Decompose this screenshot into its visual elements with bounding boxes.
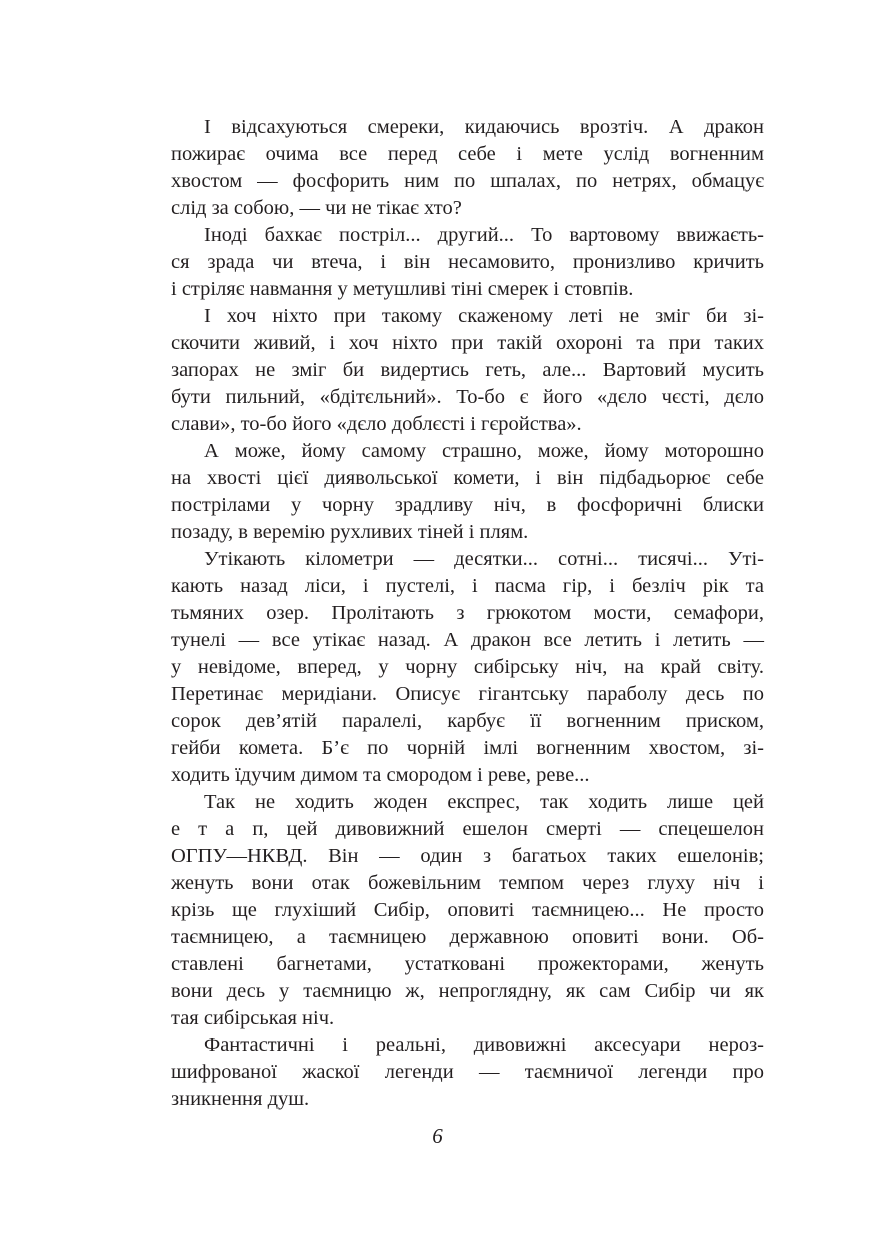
text-line: на хвості цієї диявольської комети, і він підбадьорює себе <box>171 467 764 489</box>
body-text <box>171 114 764 1113</box>
text-line: тунелі — все утікає назад. А дракон все летить і летить — <box>171 629 764 651</box>
text-line: бути пильний, «бдітєльний». То-бо є його «дєло чєсті, дєло <box>171 386 764 408</box>
text-line: шифрованої жаскої легенди — таємничої легенди про <box>171 1061 764 1083</box>
page-number: 6 <box>432 1124 443 1148</box>
text-line: ходить їдучим димом та смородом і реве, реве... <box>171 764 590 786</box>
text-line: А може, йому самому страшно, може, йому моторошно <box>204 440 764 462</box>
paragraph <box>171 1032 764 1113</box>
text-line: І відсахуються смереки, кидаючись врозтіч. А дракон <box>204 116 764 138</box>
text-line: Перетинає меридіани. Описує гігантську параболу десь по <box>171 683 764 705</box>
text-line: скочити живий, і хоч ніхто при такій охороні та при таких <box>171 332 764 354</box>
paragraph <box>171 303 764 438</box>
text-line: позаду, в веремію рухливих тіней і плям. <box>171 521 529 543</box>
text-line: слід за собою, — чи не тікає хто? <box>171 197 462 219</box>
paragraph <box>171 438 764 546</box>
paragraph <box>171 546 764 789</box>
text-line: ОГПУ—НКВД. Він — один з багатьох таких ешелонів; <box>171 845 764 867</box>
text-line: Утікають кілометри — десятки... сотні... тисячі... Уті- <box>204 548 764 570</box>
text-line: ставлені багнетами, устатковані прожекторами, женуть <box>171 953 764 975</box>
text-line: вони десь у таємницю ж, непроглядну, як сам Сибір чи як <box>171 980 764 1002</box>
text-line: зникнення душ. <box>171 1088 310 1110</box>
text-line: женуть вони отак божевільним темпом через глуху ніч і <box>171 872 764 894</box>
paragraph <box>171 222 764 303</box>
text-line: Фантастичні і реальні, дивовижні аксесуари нероз- <box>204 1034 764 1056</box>
text-line: хвостом — фосфорить ним по шпалах, по нетрях, обмацує <box>171 170 764 192</box>
text-line: ся зрада чи втеча, і він несамовито, пронизливо кричить <box>171 251 764 273</box>
text-line: запорах не зміг би видертись геть, але... Вартовий мусить <box>171 359 764 381</box>
text-line: І хоч ніхто при такому скаженому леті не зміг би зі- <box>204 305 764 327</box>
paragraph <box>171 114 764 222</box>
text-line: таємницею, а таємницею державною оповиті вони. Об- <box>171 926 764 948</box>
text-line: крізь ще глухіший Сибір, оповиті таємницею... Не просто <box>171 899 764 921</box>
text-line: пострілами у чорну зрадливу ніч, в фосфоричні блиски <box>171 494 764 516</box>
text-line: тая сибірськая ніч. <box>171 1007 335 1029</box>
text-line: у невідоме, вперед, у чорну сибірську ніч, на край світу. <box>171 656 764 678</box>
text-line: тьмяних озер. Пролітають з грюкотом мости, семафори, <box>171 602 764 624</box>
text-line: сорок дев’ятій паралелі, карбує її вогненним приском, <box>171 710 764 732</box>
paragraph <box>171 789 764 1032</box>
text-line: гейби комета. Б’є по чорній імлі вогненним хвостом, зі- <box>171 737 764 759</box>
text-line: пожирає очима все перед себе і мете услід вогненним <box>171 143 764 165</box>
text-line: і стріляє навмання у метушливі тіні смерек і стовпів. <box>171 278 634 300</box>
text-line: Іноді бахкає постріл... другий... То вартовому ввижаєть- <box>204 224 764 246</box>
text-line: кають назад ліси, і пустелі, і пасма гір, і безліч рік та <box>171 575 764 597</box>
text-line: слави», то-бо його «дєло доблєсті і гєройства». <box>171 413 582 435</box>
text-line: е т а п, цей дивовижний ешелон смерті — спецешелон <box>171 818 764 840</box>
text-line: Так не ходить жоден експрес, так ходить лише цей <box>204 791 764 813</box>
